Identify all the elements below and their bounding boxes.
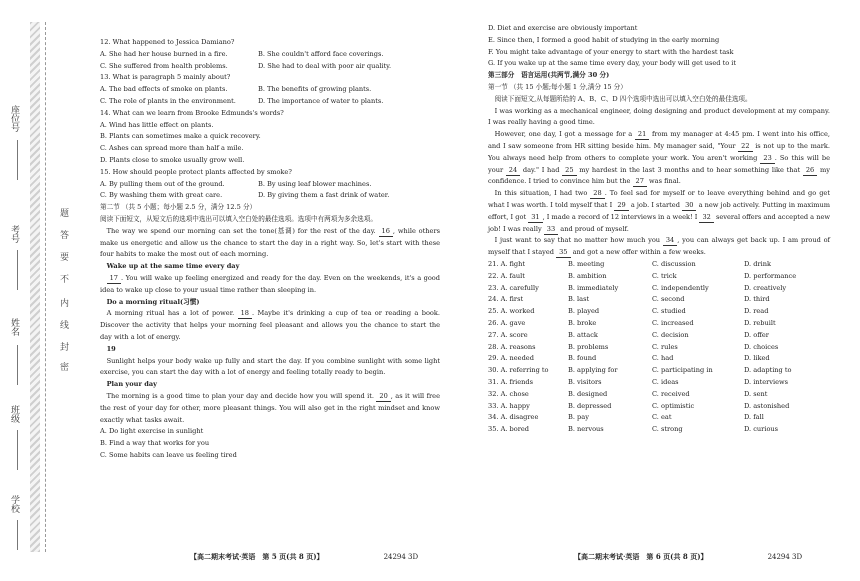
binding-dashed-line	[45, 22, 46, 552]
passage-paragraph	[100, 356, 440, 380]
options-row	[488, 389, 830, 401]
option-cell: B. designed	[568, 389, 608, 398]
text: , as it will free the rest of your day for other, more pleasant things. You will also get in the right mindset and know exactly what tasks await.	[100, 391, 440, 424]
option-cell: C. discussion	[652, 259, 696, 268]
options-15	[100, 179, 440, 191]
question-12: 12. What happened to Jessica Damiano?	[100, 38, 235, 46]
text: . You will wake up feeling energized and ready for the day. Even on the weekends, it's a good idea to wake up close to your usual time rather than sleeping in.	[100, 273, 440, 294]
blank-20: 20	[376, 392, 390, 402]
text: In this situation, I had two	[494, 189, 588, 198]
school-line	[17, 520, 18, 550]
option-cell: 31. A. friends	[488, 377, 533, 386]
seal-char: 要	[60, 253, 70, 263]
text: . To feel sad for myself or to leave everything behind and go get what I was worth. I told myself that I	[488, 189, 830, 209]
footer-text: 【高二期末考试·英语 第 5 页(共 8 页)】	[190, 552, 324, 561]
text: my confidence. I tried to convince him but the	[488, 165, 830, 186]
option-cell: 23. A. carefully	[488, 283, 539, 292]
option: A. She had her house burned in a fire.	[100, 49, 228, 58]
option-cell: B. attack	[568, 330, 598, 339]
blank-30: 30	[682, 201, 696, 211]
options-row	[488, 342, 830, 354]
text: day." I had	[522, 165, 560, 174]
option: D. Plants close to smoke usually grow well.	[100, 155, 245, 164]
seal-char: 题	[60, 209, 70, 219]
option-cell: 29. A. needed	[488, 354, 534, 363]
page-footer-right	[574, 552, 802, 562]
text: a job. I started	[630, 200, 680, 209]
option-cell: C. rules	[652, 342, 678, 351]
option-cell: D. astonished	[744, 401, 790, 410]
options-row	[488, 377, 830, 389]
text: 阅读下面短文,从每题所给的 A、B、C、D 四个选项中选出可以填入空白处的最佳选项。	[494, 94, 752, 103]
blank-34: 34	[663, 236, 677, 246]
blank-16: 16	[379, 227, 393, 237]
seal-char: 答	[60, 231, 70, 241]
option: C. By washing them with great care.	[100, 191, 223, 200]
passage-paragraph	[488, 235, 830, 259]
text: and got a new offer within a few weeks.	[572, 248, 706, 257]
option-cell: B. problems	[568, 342, 609, 351]
blank-27: 27	[633, 177, 647, 187]
text: However, one day, I got a message for a	[494, 130, 633, 139]
choice-option: B. Find a way that works for you	[100, 439, 210, 448]
blank-21: 21	[635, 130, 649, 140]
option: A. By pulling them out of the ground.	[100, 179, 225, 188]
blank-26: 26	[803, 166, 817, 176]
passage-paragraph	[100, 273, 440, 297]
seal-char: 密	[60, 363, 70, 373]
blank-18: 18	[238, 309, 252, 319]
text: my hardest in the last 3 months and to hear something like that	[579, 165, 801, 174]
option-cell: 28. A. reasons	[488, 342, 536, 351]
options-row	[488, 283, 830, 295]
seal-char: 封	[60, 343, 70, 353]
options-row	[488, 271, 830, 283]
text: is not up to the mark. You always need help from others to complete your work. You aren't working	[488, 141, 830, 162]
name-line	[17, 345, 18, 385]
blank-33: 33	[544, 225, 558, 235]
option-cell: B. applying for	[568, 366, 618, 375]
choice-option: D. Diet and exercise are obviously important	[488, 24, 638, 32]
choice-option: E. Since then, I formed a good habit of studying in the early morning	[488, 35, 720, 44]
options-row	[488, 353, 830, 365]
exam-number-line	[17, 250, 18, 290]
option-cell: D. third	[744, 295, 770, 304]
seal-char: 不	[60, 275, 70, 285]
option: A. The bad effects of smoke on plants.	[100, 85, 228, 94]
blank-22: 22	[738, 142, 752, 152]
option-cell: C. ideas	[652, 377, 679, 386]
option: D. By giving them a fast drink of water.	[258, 191, 390, 200]
text: several offers and accepted a new job! I was really	[488, 212, 830, 233]
blank-35: 35	[556, 248, 570, 258]
option-cell: B. visitors	[568, 377, 602, 386]
option: D. She had to deal with poor air quality.	[258, 61, 392, 70]
option-cell: 30. A. referring to	[488, 366, 549, 375]
options-row	[488, 424, 830, 436]
option-cell: D. read	[744, 307, 769, 316]
option-cell: 35. A. bored	[488, 425, 530, 434]
text: Sunlight helps your body wake up fully and start the day. If you combine sunlight with some light exercise, you can start the day with a lot of energy and feeling totally ready to begin.	[100, 356, 440, 377]
text: Do a morning ritual(习惯)	[106, 297, 200, 306]
blank-25: 25	[562, 166, 576, 176]
exam-code: 24294 3D	[383, 553, 419, 561]
option-cell: B. immediately	[568, 283, 619, 292]
section-heading: 第一节 （共 15 小题;每小题 1 分,满分 15 分）	[488, 82, 627, 91]
option-cell: 27. A. score	[488, 330, 528, 339]
options-row	[488, 294, 830, 306]
blank-32: 32	[699, 213, 713, 223]
options-12	[100, 49, 440, 61]
option-cell: D. offer	[744, 330, 769, 339]
section-instructions	[488, 94, 830, 106]
seat-number-label: 座位号	[9, 105, 19, 132]
exam-code: 24294 3D	[767, 553, 803, 561]
class-line	[17, 430, 18, 470]
option-cell: 33. A. happy	[488, 401, 530, 410]
text: . So this will be your	[488, 153, 830, 174]
options-12	[100, 61, 440, 73]
option-cell: 24. A. first	[488, 295, 524, 304]
options-row	[488, 306, 830, 318]
option-cell: D. curious	[744, 425, 779, 434]
option: C. Ashes can spread more than half a mile.	[100, 144, 244, 153]
options-row	[488, 401, 830, 413]
option-cell: 22. A. fault	[488, 271, 525, 280]
seal-char: 内	[60, 299, 70, 309]
exam-number-label: 考号	[9, 225, 19, 243]
name-label: 姓名	[9, 318, 19, 336]
choice-option: C. Some habits can leave us feeling tired	[100, 450, 237, 459]
option: B. Plants can sometimes make a quick recovery.	[100, 132, 261, 141]
option-cell: D. choices	[744, 342, 779, 351]
option-cell: D. liked	[744, 354, 770, 363]
text: . Maybe it's drinking a cup of tea or reading a book. Discover the activity that helps your morning feel pleasant and allows you the chance to start the day with a lot of energy.	[100, 309, 440, 341]
passage-paragraph	[100, 308, 440, 343]
passage-paragraph	[488, 106, 830, 130]
option-cell: D. sent	[744, 389, 768, 398]
class-label: 班级	[9, 405, 19, 423]
blank-29: 29	[614, 201, 628, 211]
passage-heading	[100, 297, 440, 309]
left-column	[100, 37, 440, 462]
options-15	[100, 190, 440, 202]
choice-option: A. Do light exercise in sunlight	[100, 427, 204, 436]
option-cell: C. increased	[652, 318, 694, 327]
text: Wake up at the same time every day	[106, 262, 240, 271]
option-cell: B. nervous	[568, 425, 604, 434]
text: The way we spend our morning can set the tone(基调) for the rest of the day.	[106, 226, 376, 235]
option: D. The importance of water to plants.	[258, 96, 384, 105]
blank-17: 17	[107, 274, 121, 284]
option: A. Wind has little effect on plants.	[100, 120, 214, 129]
passage-heading-blank-19	[100, 344, 440, 356]
option: C. She suffered from health problems.	[100, 61, 228, 70]
option-cell: C. had	[652, 354, 674, 363]
option: B. The benefits of growing plants.	[258, 85, 372, 94]
cloze-options-table	[488, 259, 830, 436]
option-cell: C. eat	[652, 413, 672, 422]
options-13	[100, 96, 440, 108]
text: and proud of myself.	[560, 224, 629, 233]
option-cell: 25. A. worked	[488, 307, 535, 316]
question-13: 13. What is paragraph 5 mainly about?	[100, 73, 231, 82]
option-cell: C. independently	[652, 283, 709, 292]
seal-char: 线	[60, 321, 70, 331]
option-cell: D. adapting to	[744, 366, 792, 375]
options-row	[488, 318, 830, 330]
passage-heading	[100, 379, 440, 391]
blank-28: 28	[590, 189, 604, 199]
option: B. She couldn't afford face coverings.	[258, 49, 384, 58]
blank-23: 23	[760, 154, 774, 164]
text: , you can always get back up. I am proud of myself that I stayed	[488, 236, 830, 257]
text: from my manager at 4:45 pm. I went into his office, and I saw someone from HR sitting beside him. My manager said, "Your	[488, 130, 830, 150]
text: Plan your day	[106, 380, 157, 389]
options-row	[488, 412, 830, 424]
choice-option: F. You might take advantage of your energy to start with the hardest task	[488, 47, 734, 56]
option-cell: B. found	[568, 354, 597, 363]
option-cell: C. participating in	[652, 366, 713, 375]
binding-strip	[30, 22, 40, 552]
option-cell: C. optimistic	[652, 401, 695, 410]
option-cell: C. decision	[652, 330, 689, 339]
text: , I made a record of 12 interviews in a week! I	[542, 212, 698, 221]
text: a new job actively. Putting in maximum effort, I got	[488, 200, 830, 221]
school-label: 学校	[9, 495, 19, 513]
blank-24: 24	[506, 166, 520, 176]
text: was final.	[649, 177, 681, 186]
option-cell: B. broke	[568, 318, 597, 327]
text: I was working as a mechanical engineer, doing designing and product development at my company. I was really having a good time.	[488, 106, 830, 127]
option-cell: 26. A. gave	[488, 318, 526, 327]
option-cell: 32. A. chose	[488, 389, 529, 398]
footer-text: 【高二期末考试·英语 第 6 页(共 8 页)】	[574, 552, 708, 561]
option-cell: 21. A. fight	[488, 259, 526, 268]
option-cell: D. rebuilt	[744, 318, 776, 327]
options-row	[488, 259, 830, 271]
option-cell: C. studied	[652, 307, 686, 316]
passage-paragraph	[488, 188, 830, 235]
passage-heading	[100, 261, 440, 273]
blank-31: 31	[528, 213, 542, 223]
option-cell: D. fall	[744, 413, 764, 422]
page-footer-left	[190, 552, 418, 562]
binding-margin	[0, 0, 58, 581]
option-cell: B. pay	[568, 413, 589, 422]
text: The morning is a good time to plan your day and decide how you will spend it.	[106, 391, 374, 400]
option-cell: B. played	[568, 307, 600, 316]
section-instructions: 阅读下面短文，从短文后的选项中选出可以填入空白处的最佳选项。选项中有两项为多余选项。	[100, 214, 377, 223]
part-heading: 第三部分 语言运用(共两节,满分 30 分)	[488, 71, 610, 80]
text: 19	[106, 344, 116, 353]
option-cell: 34. A. disagree	[488, 413, 539, 422]
option-cell: B. last	[568, 295, 590, 304]
option-cell: C. second	[652, 295, 685, 304]
section-heading: 第二节 （共 5 小题；每小题 2.5 分，满分 12.5 分）	[100, 203, 257, 212]
option-cell: B. ambition	[568, 271, 607, 280]
option-cell: B. meeting	[568, 259, 605, 268]
option-cell: C. trick	[652, 271, 677, 280]
options-13	[100, 84, 440, 96]
options-row	[488, 365, 830, 377]
option-cell: D. creatively	[744, 283, 787, 292]
option: B. By using leaf blower machines.	[258, 179, 372, 188]
option-cell: C. received	[652, 389, 690, 398]
passage-paragraph	[100, 391, 440, 426]
question-14: 14. What can we learn from Brooke Edmunds's words?	[100, 108, 284, 117]
seat-number-line	[17, 140, 18, 180]
text: I just want to say that no matter how much you	[494, 236, 661, 245]
option-cell: C. strong	[652, 425, 683, 434]
option-cell: D. performance	[744, 271, 797, 280]
option-cell: D. interviews	[744, 377, 789, 386]
passage-paragraph	[488, 129, 830, 188]
option-cell: B. depressed	[568, 401, 612, 410]
text: while others make us energetic and allow us the chance to start the day in a right way. So, let's start with these four habits to make the most out of each morning.	[100, 226, 440, 259]
options-row	[488, 330, 830, 342]
option-cell: D. drink	[744, 259, 771, 268]
option: C. The role of plants in the environment.	[100, 96, 236, 105]
passage-paragraph: The way we spend our morning can set the tone(基调) for the rest of the day. 16 , while others make us energetic and allow us the chance to start the day in a right way. So, let's start with these four habits to make the most out of each morning.	[100, 226, 440, 259]
right-column	[488, 23, 830, 436]
question-15: 15. How should people protect plants affected by smoke?	[100, 167, 292, 176]
choice-option: G. If you wake up at the same time every day, your body will get used to it	[488, 59, 737, 68]
text: A morning ritual has a lot of power.	[106, 309, 235, 318]
